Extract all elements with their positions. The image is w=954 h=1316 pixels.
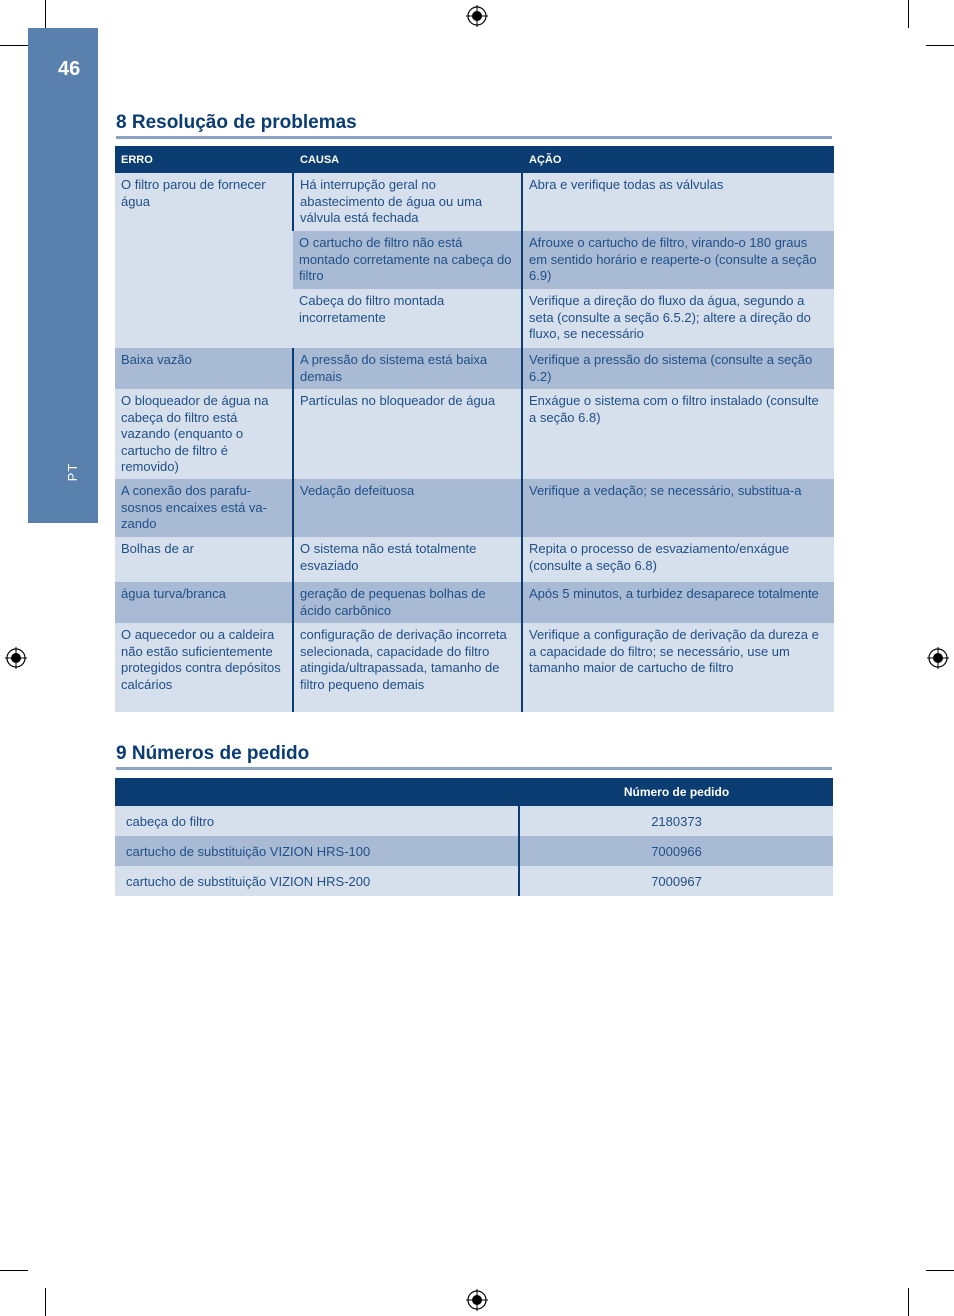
crop-mark: [45, 0, 46, 28]
cell-acao: Verifique a vedação; se necessário, substitua-a: [522, 479, 834, 537]
cell-acao: Verifique a configuração de derivação da dureza e a capacidade do filtro; se necessário, use um tamanho maior de cartucho de filtro: [522, 623, 834, 712]
table-header-row: [115, 778, 833, 806]
table-row: [115, 389, 834, 479]
cell-acao: Verifique a pressão do sistema (consulte a seção 6.2): [522, 348, 834, 389]
cell-order-number: 7000967: [519, 866, 833, 896]
section-divider: [116, 767, 832, 770]
side-tab: [28, 28, 98, 523]
table-row: [115, 836, 833, 866]
cell-erro: água turva/branca: [115, 582, 293, 623]
table-row: [115, 623, 834, 712]
cell-causa: Vedação defeituosa: [293, 479, 522, 537]
page-number: 46: [58, 58, 81, 80]
table-row: [115, 806, 833, 836]
cell-erro: Bolhas de ar: [115, 537, 293, 582]
cell-causa: O cartucho de filtro não está montado corretamente na cabeça do filtro: [293, 231, 522, 289]
cell-causa: O sistema não está totalmente esvaziado: [293, 537, 522, 582]
table-row: [115, 866, 833, 896]
cell-item: cabeça do filtro: [115, 806, 519, 836]
cell-order-number: 7000966: [519, 836, 833, 866]
registration-mark-icon: [5, 647, 27, 669]
crop-mark: [926, 1270, 954, 1271]
column-header-causa: CAUSA: [293, 146, 522, 173]
cell-acao: Após 5 minutos, a turbidez desaparece totalmente: [522, 582, 834, 623]
section-8-title: 8 Resolução de problemas: [116, 112, 357, 133]
cell-acao: Verifique a direção do fluxo da água, segundo a seta (consulte a seção 6.5.2); altere a direção do fluxo, se necessário: [522, 289, 834, 348]
language-tab-label: PT: [65, 462, 80, 482]
cell-acao: Enxágue o sistema com o filtro instalado (consulte a seção 6.8): [522, 389, 834, 479]
table-header-row: [115, 146, 834, 173]
cell-causa: Há interrupção geral no abastecimento de água ou uma válvula está fechada: [293, 173, 522, 231]
column-header-acao: AÇÃO: [522, 146, 834, 173]
cell-causa: A pressão do sistema está baixa demais: [293, 348, 522, 389]
table-row: [115, 173, 834, 231]
table-row: [115, 537, 834, 582]
cell-acao: Afrouxe o cartucho de filtro, virando-o 180 graus em sentido horário e reaperte-o (consulte a seção 6.9): [522, 231, 834, 289]
crop-mark: [908, 0, 909, 28]
cell-causa: Cabeça do filtro montada incorretamente: [293, 289, 522, 348]
cell-acao: Repita o processo de esvaziamento/enxágue (consulte a seção 6.8): [522, 537, 834, 582]
cell-erro: O filtro parou de fornecer água: [115, 173, 293, 348]
registration-mark-icon: [927, 647, 949, 669]
crop-mark: [0, 1270, 28, 1271]
cell-order-number: 2180373: [519, 806, 833, 836]
crop-mark: [908, 1288, 909, 1316]
section-divider: [116, 136, 832, 139]
cell-erro: O bloqueador de água na cabeça do filtro está vazando (enquanto o cartucho de filtro é removido): [115, 389, 293, 479]
cell-item: cartucho de substituição VIZION HRS-100: [115, 836, 519, 866]
cell-acao: Abra e verifique todas as válvulas: [522, 173, 834, 231]
cell-erro: O aquecedor ou a caldeira não estão suficientemente protegidos contra depósitos calcários: [115, 623, 293, 712]
table-row: [115, 582, 834, 623]
order-numbers-table: [115, 778, 833, 896]
table-row: [115, 348, 834, 389]
cell-causa: geração de pequenas bolhas de ácido carbônico: [293, 582, 522, 623]
cell-causa: configuração de derivação incorreta selecionada, capacidade do filtro atingida/ultrapassada, tamanho de filtro pequeno demais: [293, 623, 522, 712]
column-header-erro: ERRO: [115, 146, 293, 173]
troubleshooting-table: [115, 146, 834, 712]
registration-mark-icon: [466, 5, 488, 27]
table-row: [115, 479, 834, 537]
crop-mark: [926, 45, 954, 46]
column-header-item: [115, 778, 519, 806]
crop-mark: [45, 1288, 46, 1316]
cell-item: cartucho de substituição VIZION HRS-200: [115, 866, 519, 896]
column-header-order-number: Número de pedido: [519, 778, 833, 806]
cell-erro: A conexão dos parafu-sosnos encaixes está va-zando: [115, 479, 293, 537]
crop-mark: [0, 45, 28, 46]
registration-mark-icon: [466, 1289, 488, 1311]
section-9-title: 9 Números de pedido: [116, 743, 310, 764]
cell-erro: Baixa vazão: [115, 348, 293, 389]
cell-causa: Partículas no bloqueador de água: [293, 389, 522, 479]
